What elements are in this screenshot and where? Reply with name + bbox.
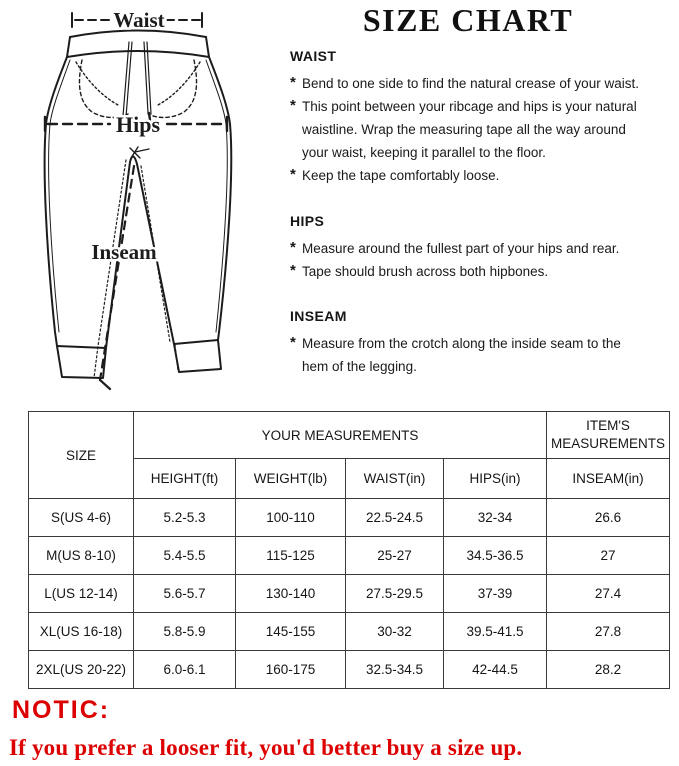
waist-label: Waist [113,8,165,32]
table-row: L(US 12-14) 5.6-5.7 130-140 27.5-29.5 37-39 27.4 [29,575,670,613]
section-heading: WAIST [290,48,337,64]
items-measurements-header: ITEM'S MEASUREMENTS [547,412,670,459]
pants-outline [45,57,232,378]
size-cell: L(US 12-14) [29,575,134,613]
size-cell: S(US 4-6) [29,499,134,537]
size-column-header: SIZE [29,412,134,499]
bullet-marker: * [290,74,296,91]
column-header: HIPS(in) [444,459,547,499]
column-header: WAIST(in) [346,459,444,499]
pocket-seams [76,60,200,118]
column-header: WEIGHT(lb) [236,459,346,499]
notice-text: If you prefer a looser fit, you'd better buy a size up. [9,735,523,760]
instruction-bullet: * Measure from the crotch along the inside seam to the hem of the legging. [290,332,672,378]
bullet-marker: * [290,166,296,183]
section-inseam [290,308,672,378]
section-hips [290,213,672,283]
waistband [67,31,209,58]
page-title: SIZE CHART [362,2,574,38]
column-header: INSEAM(in) [547,459,670,499]
instruction-bullet: * This point between your ribcage and hips is your natural waistline. Wrap the measuring tape all the way around your waist, keeping it parallel to the floor. [290,95,672,164]
section-heading: INSEAM [290,308,347,324]
size-cell: XL(US 16-18) [29,613,134,651]
bullet-marker: * [290,239,296,256]
section-waist [290,48,672,187]
bullet-marker: * [290,334,296,351]
column-header: HEIGHT(ft) [134,459,236,499]
section-heading: HIPS [290,213,325,229]
your-measurements-header: YOUR MEASUREMENTS [134,412,547,459]
side-seams [49,60,228,332]
hips-label: Hips [115,112,161,137]
pants-measurement-diagram [18,0,268,398]
instruction-bullet: * Tape should brush across both hipbones. [290,260,672,283]
instructions-column [289,0,673,400]
table-row: M(US 8-10) 5.4-5.5 115-125 25-27 34.5-36.5 27 [29,537,670,575]
bullet-marker: * [290,262,296,279]
size-cell: M(US 8-10) [29,537,134,575]
drawstring [122,42,151,123]
instruction-bullet: * Bend to one side to find the natural crease of your waist. [290,72,672,95]
instruction-bullet: * Keep the tape comfortably loose. [290,164,672,187]
table-row: S(US 4-6) 5.2-5.3 100-110 22.5-24.5 32-34 26.6 [29,499,670,537]
instruction-bullet: * Measure around the fullest part of your hips and rear. [290,237,672,260]
table-row: 2XL(US 20-22) 6.0-6.1 160-175 32.5-34.5 42-44.5 28.2 [29,651,670,689]
size-chart-table [28,411,670,689]
crotch-knot [130,147,149,158]
table-row: XL(US 16-18) 5.8-5.9 145-155 30-32 39.5-41.5 27.8 [29,613,670,651]
notice-heading: NOTIC: [12,696,111,724]
size-cell: 2XL(US 20-22) [29,651,134,689]
table-group-header-row [29,412,670,459]
inseam-label: Inseam [91,240,157,264]
bullet-marker: * [290,97,296,114]
